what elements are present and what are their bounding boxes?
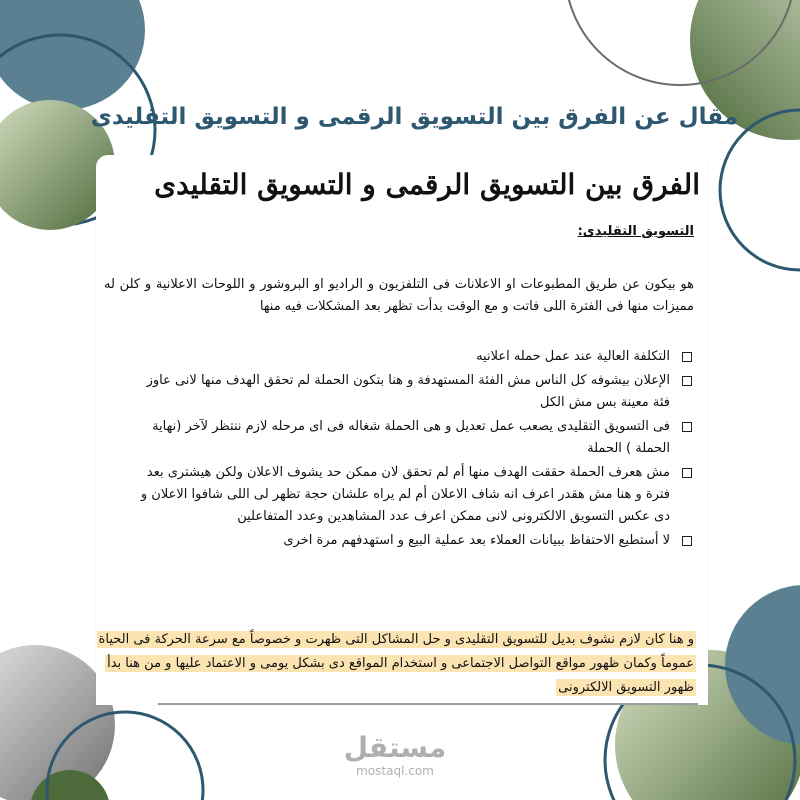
list-item-text: التكلفة العالية عند عمل حمله اعلانيه xyxy=(476,349,670,364)
highlighted-text: و هنا كان لازم نشوف بديل للتسويق التقليدى و حل المشاكل التى ظهرت و خصوصاً مع سرعة الحركة فى الحياة عموماً وكمان ظهور مواقع التواصل الاجتماعى و استخدام المواقع دى بشكل يومى و الاعتماد عليها و من هنا بدأ ظهور التسويق الالكترونى xyxy=(98,632,694,695)
document-title: الفرق بين التسويق الرقمى و التسويق التقليدى xyxy=(154,168,700,201)
checkbox-icon xyxy=(682,468,692,478)
list-item xyxy=(136,462,696,528)
page-title: مقال عن الفرق بين التسويق الرقمى و التسويق التقليدى xyxy=(90,104,738,130)
teal-circle-top-left xyxy=(0,0,145,110)
section-heading: التسويق التقليدى: xyxy=(577,224,694,239)
list-item xyxy=(136,530,696,552)
list-item xyxy=(136,346,696,368)
page-cut-divider xyxy=(158,703,698,705)
watermark-logo: مستقل xyxy=(343,731,447,764)
list-item-text: الإعلان بيشوفه كل الناس مش الفئة المستهدفة و هنا بتكون الحملة لم تحقق الهدف منها لانى عاوز فئة معينة بس مش الكل xyxy=(146,373,670,410)
intro-paragraph: هو بيكون عن طريق المطبوعات او الاعلانات فى التلفزيون و الراديو او البروشور و اللوحات الاعلانية و كلن له مميزات منها فى الفترة اللى فاتت و مع الوقت بدأت تظهر بعد المشكلات فيه منها xyxy=(104,277,694,314)
highlighted-paragraph xyxy=(96,628,696,700)
list-item-text: لا أستطيع الاحتفاظ ببيانات العملاء بعد عملية البيع و استهدفهم مرة اخرى xyxy=(283,533,670,548)
bullet-list xyxy=(136,346,696,554)
list-item-text: مش هعرف الحملة حققت الهدف منها أم لم تحقق لان ممكن حد يشوف الاعلان ولكن هيشترى بعد فترة و هنا مش هقدر اعرف انه شاف الاعلان أم لم يراه علشان حجة تظهر لى اللى شافوا الاعلان و دى عكس التسويق الالكترونى لانى ممكن اعرف عدد المشاهدين وعدد المتفاعلين xyxy=(140,465,670,524)
checkbox-icon xyxy=(682,352,692,362)
list-item xyxy=(136,416,696,460)
list-item-text: فى التسويق التقليدى يصعب عمل تعديل و هى الحملة شغاله فى اى مرحله لازم ننتظر لآخر (نهاية الحملة ) الحملة xyxy=(152,419,670,456)
checkbox-icon xyxy=(682,422,692,432)
watermark xyxy=(335,732,455,778)
watermark-domain: mostaql.com xyxy=(356,764,434,778)
list-item xyxy=(136,370,696,414)
checkbox-icon xyxy=(682,536,692,546)
checkbox-icon xyxy=(682,376,692,386)
